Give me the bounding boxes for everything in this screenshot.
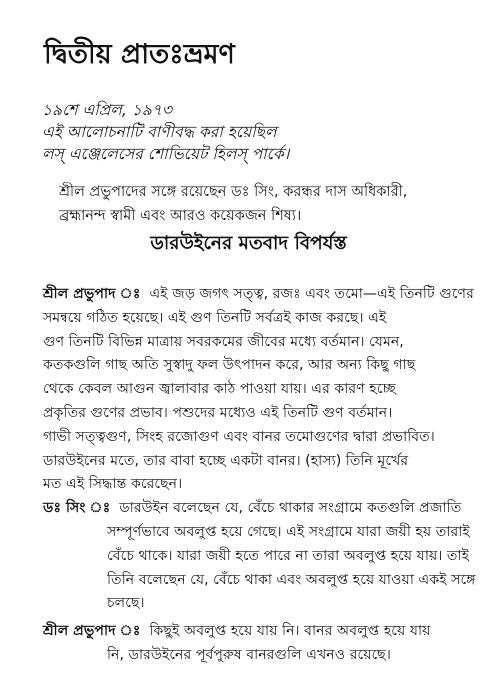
dialogue-line: নি, ডারউইনের পূর্বপুরুষ বানরগুলি এখনও রয়েছে।	[107, 646, 391, 663]
dialogue-paragraph	[43, 283, 474, 497]
dialogue-first-line	[43, 620, 458, 644]
participants-line: শ্রীল প্রভুপাদের সঙ্গে রয়েছেন ডঃ সিং, করন্ধর দাস অধিকারী,	[59, 184, 408, 200]
dialogue-line: মত এই সিদ্ধান্ত করেছেন।	[43, 476, 183, 493]
dialogue-first-line	[43, 283, 474, 307]
chapter-title: দ্বিতীয় প্রাতঃভ্রমণ	[44, 39, 235, 70]
participants-line: ব্রহ্মানন্দ স্বামী এবং আরও কয়েকজন শিষ্য।	[59, 208, 302, 224]
dialogue-line: থেকে কেবল আগুন জ্বালাবার কাঠ পাওয়া যায়। এর কারণ হচ্ছে	[43, 381, 396, 398]
dialogue-line: গাভী সত্ত্বগুণ, সিংহ রজোগুণ এবং বানর তমোগুণের দ্বারা প্রভাবিত।	[43, 428, 435, 445]
dialogue-line: সম্পূর্ণভাবে অবলুপ্ত হয়ে গেছে। এই সংগ্রামে যারা জয়ী হয় তারাই	[107, 523, 470, 540]
dialogue-line: ডারউইনের মতে, তার বাবা হচ্ছে একটা বানর। (হাস্য) তিনি মূর্খের	[43, 452, 409, 469]
speaker-label: শ্রীল প্রভুপাদ ঃ	[43, 623, 141, 640]
speaker-label: ডঃ সিং ঃ	[43, 500, 111, 517]
dialogue-line: তিনি বলেছেন যে, বেঁচে থাকা এবং অবলুপ্ত হয়ে যাওয়া একই সঙ্গে	[107, 571, 476, 588]
dialogue-line: প্রকৃতির গুণের প্রভাব। পশুদের মধ্যেও এই তিনটি গুণ বর্তমান।	[43, 404, 393, 421]
dialogue-line: সমন্বয়ে গঠিত হয়েছে। এই গুণ তিনটি সর্বত্রই কাজ করছে। এই	[43, 309, 387, 326]
dialogue-line: বেঁচে থাকে। যারা জয়ী হতে পারে না তারা অবলুপ্ত হয়ে যায়। তাই	[107, 547, 470, 564]
intro-block	[42, 99, 462, 165]
dialogue-line: চলছে।	[107, 595, 145, 612]
dialogue-line: কতকগুলি গাছ অতি সুস্বাদু ফল উৎপাদন করে, আর অন্য কিছু গাছ	[43, 357, 416, 374]
dialogue-paragraph	[43, 497, 476, 616]
speaker-label: শ্রীল প্রভুপাদ ঃ	[43, 286, 141, 302]
intro-date: ১৯শে এপ্রিল, ১৯৭৩	[42, 101, 172, 119]
section-title: ডারউইনের মতবাদ বিপর্যস্ত	[150, 233, 347, 254]
intro-line: লস্ এঞ্জেলেসের শোভিয়েট হিলস্ পার্কে।	[42, 145, 290, 163]
dialogue	[43, 283, 476, 668]
intro-line: এই আলোচনাটি বাণীবদ্ধ করা হয়েছিল	[42, 123, 277, 141]
dialogue-first-line	[43, 497, 462, 521]
dialogue-text: এই জড় জগৎ সত্ত্ব, রজঃ এবং তমো—এই তিনটি গুণের	[149, 286, 474, 302]
dialogue-text: ডারউইন বলেছেন যে, বেঁচে থাকার সংগ্রামে কতগুলি প্রজাতি	[119, 500, 462, 517]
dialogue-line: গুণ তিনটি বিভিন্ন মাত্রায় সবরকমের জীবের মধ্যে বর্তমান। যেমন,	[43, 333, 404, 350]
participants-block	[59, 180, 459, 228]
dialogue-text: কিছুই অবলুপ্ত হয়ে যায় নি। বানর অবলুপ্ত হয়ে যায়	[149, 623, 431, 640]
dialogue-paragraph	[43, 620, 458, 668]
